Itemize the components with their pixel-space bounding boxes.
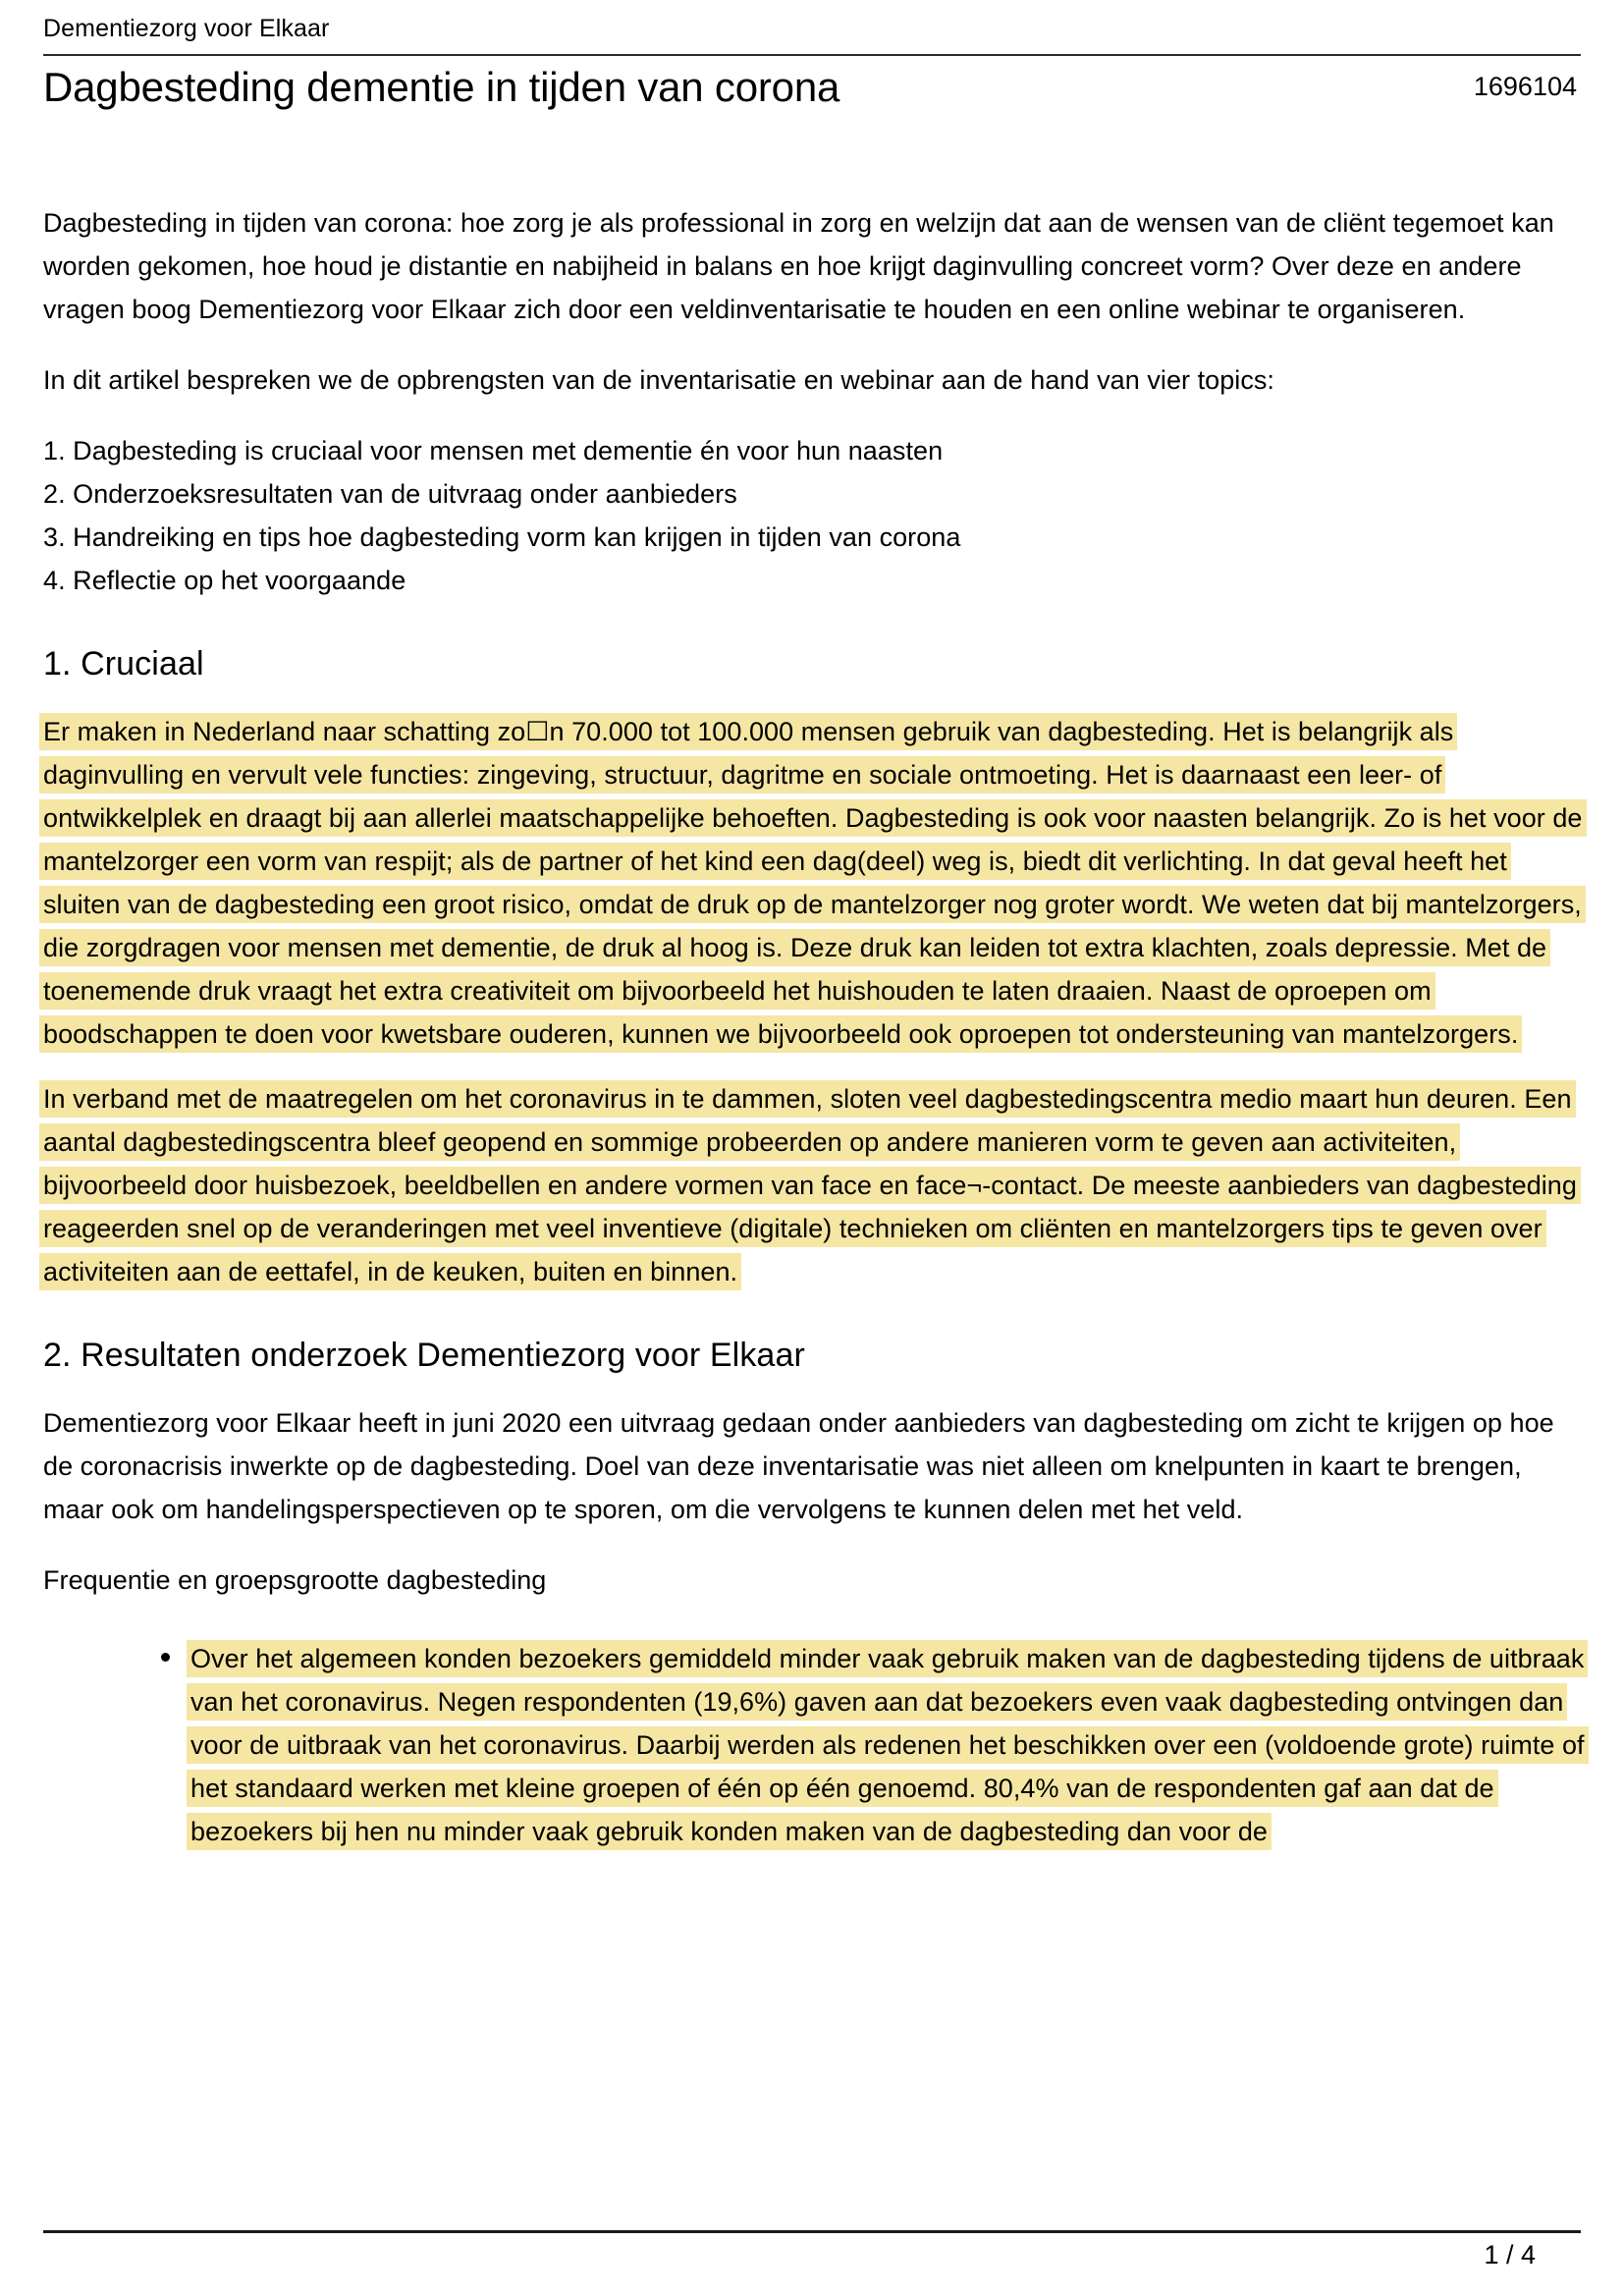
list-item: [43, 1637, 1585, 1853]
source-label: Dementiezorg voor Elkaar: [43, 15, 330, 42]
highlighted-paragraph-1: [43, 710, 1585, 1056]
document-id: 1696104: [1473, 72, 1577, 101]
header-divider: [43, 54, 1581, 56]
document-body: [43, 201, 1585, 1853]
intro-paragraph-1: Dagbesteding in tijden van corona: hoe zorg je als professional in zorg en welzijn dat aan de wensen van de cliënt tegemoet kan worden gekomen, hoe houd je distantie en nabijheid in balans en hoe krijgt daginvulling concreet vorm? Over deze en andere vragen boog Dementiezorg voor Elkaar zich door een veldinventarisatie te houden en een online webinar te organiseren.: [43, 208, 1554, 324]
highlighted-paragraph-2: [43, 1077, 1585, 1293]
list-item: 3. Handreiking en tips hoe dagbesteding vorm kan krijgen in tijden van corona: [43, 522, 961, 552]
section-2-subheading: Frequentie en groepsgrootte dagbesteding: [43, 1565, 547, 1595]
page-number: 1 / 4: [1484, 2240, 1536, 2269]
section-heading-1: 1. Cruciaal: [43, 645, 204, 683]
topics-list: [43, 429, 1585, 602]
document-header: [43, 14, 1581, 113]
list-item: 4. Reflectie op het voorgaande: [43, 566, 406, 595]
title-row: [43, 62, 1581, 113]
page-title: Dagbesteding dementie in tijden van corona: [43, 64, 840, 110]
document-footer: [43, 2230, 1581, 2274]
bullet-icon: [161, 1653, 170, 1662]
list-item: 2. Onderzoeksresultaten van de uitvraag onder aanbieders: [43, 479, 737, 509]
section-2-paragraph: Dementiezorg voor Elkaar heeft in juni 2020 een uitvraag gedaan onder aanbieders van dagbesteding om zicht te krijgen op hoe de coronacrisis inwerkte op de dagbesteding. Doel van deze inventarisatie was niet alleen om knelpunten in kaart te brengen, maar ook om handelingsperspectieven op te sporen, om die vervolgens te kunnen delen met het veld.: [43, 1408, 1554, 1524]
highlight-text: In verband met de maatregelen om het coronavirus in te dammen, sloten veel dagbestedingscentra medio maart hun deuren. Een aantal dagbestedingscentra bleef geopend en sommige probeerden op andere manieren vorm te geven aan activiteiten, bijvoorbeeld door huisbezoek, beeldbellen en andere vormen van face en face¬-contact. De meeste aanbieders van dagbesteding reageerden snel op de veranderingen met veel inventieve (digitale) technieken om cliënten en mantelzorgers tips te geven over activiteiten aan de eettafel, in de keuken, buiten en binnen.: [43, 1084, 1577, 1286]
section-heading-2: 2. Resultaten onderzoek Dementiezorg voor Elkaar: [43, 1337, 805, 1374]
list-item: 1. Dagbesteding is cruciaal voor mensen met dementie én voor hun naasten: [43, 436, 944, 465]
intro-paragraph-2: In dit artikel bespreken we de opbrengsten van de inventarisatie en webinar aan de hand van vier topics:: [43, 365, 1274, 395]
bullet-list: [43, 1637, 1585, 1853]
highlight-text: Over het algemeen konden bezoekers gemiddeld minder vaak gebruik maken van de dagbesteding tijdens de uitbraak van het coronavirus. Negen respondenten (19,6%) gaven aan dat bezoekers even vaak dagbesteding ontvingen dan voor de uitbraak van het coronavirus. Daarbij werden als redenen het beschikken over een (voldoende grote) ruimte of het standaard werken met kleine groepen of één op één genoemd. 80,4% van de respondenten gaf aan dat de bezoekers bij hen nu minder vaak gebruik konden maken van de dagbesteding dan voor de: [190, 1644, 1585, 1846]
highlight-text: Er maken in Nederland naar schatting zo☐n 70.000 tot 100.000 mensen gebruik van dagbesteding. Het is belangrijk als daginvulling en vervult vele functies: zingeving, structuur, dagritme en sociale ontmoeting. Het is daarnaast een leer- of ontwikkelplek en draagt bij aan allerlei maatschappelijke behoeften. Dagbesteding is ook voor naasten belangrijk. Zo is het voor de mantelzorger een vorm van respijt; als de partner of het kind een dag(deel) weg is, biedt dit verlichting. In dat geval heeft het sluiten van de dagbesteding een groot risico, omdat de druk op de mantelzorger nog groter wordt. We weten dat bij mantelzorgers, die zorgdragen voor mensen met dementie, de druk al hoog is. Deze druk kan leiden tot extra klachten, zoals depressie. Met de toenemende druk vraagt het extra creativiteit om bijvoorbeeld het huishouden te laten draaien. Naast de oproepen om boodschappen te doen voor kwetsbare ouderen, kunnen we bijvoorbeeld ook oproepen tot ondersteuning van mantelzorgers.: [43, 717, 1583, 1049]
